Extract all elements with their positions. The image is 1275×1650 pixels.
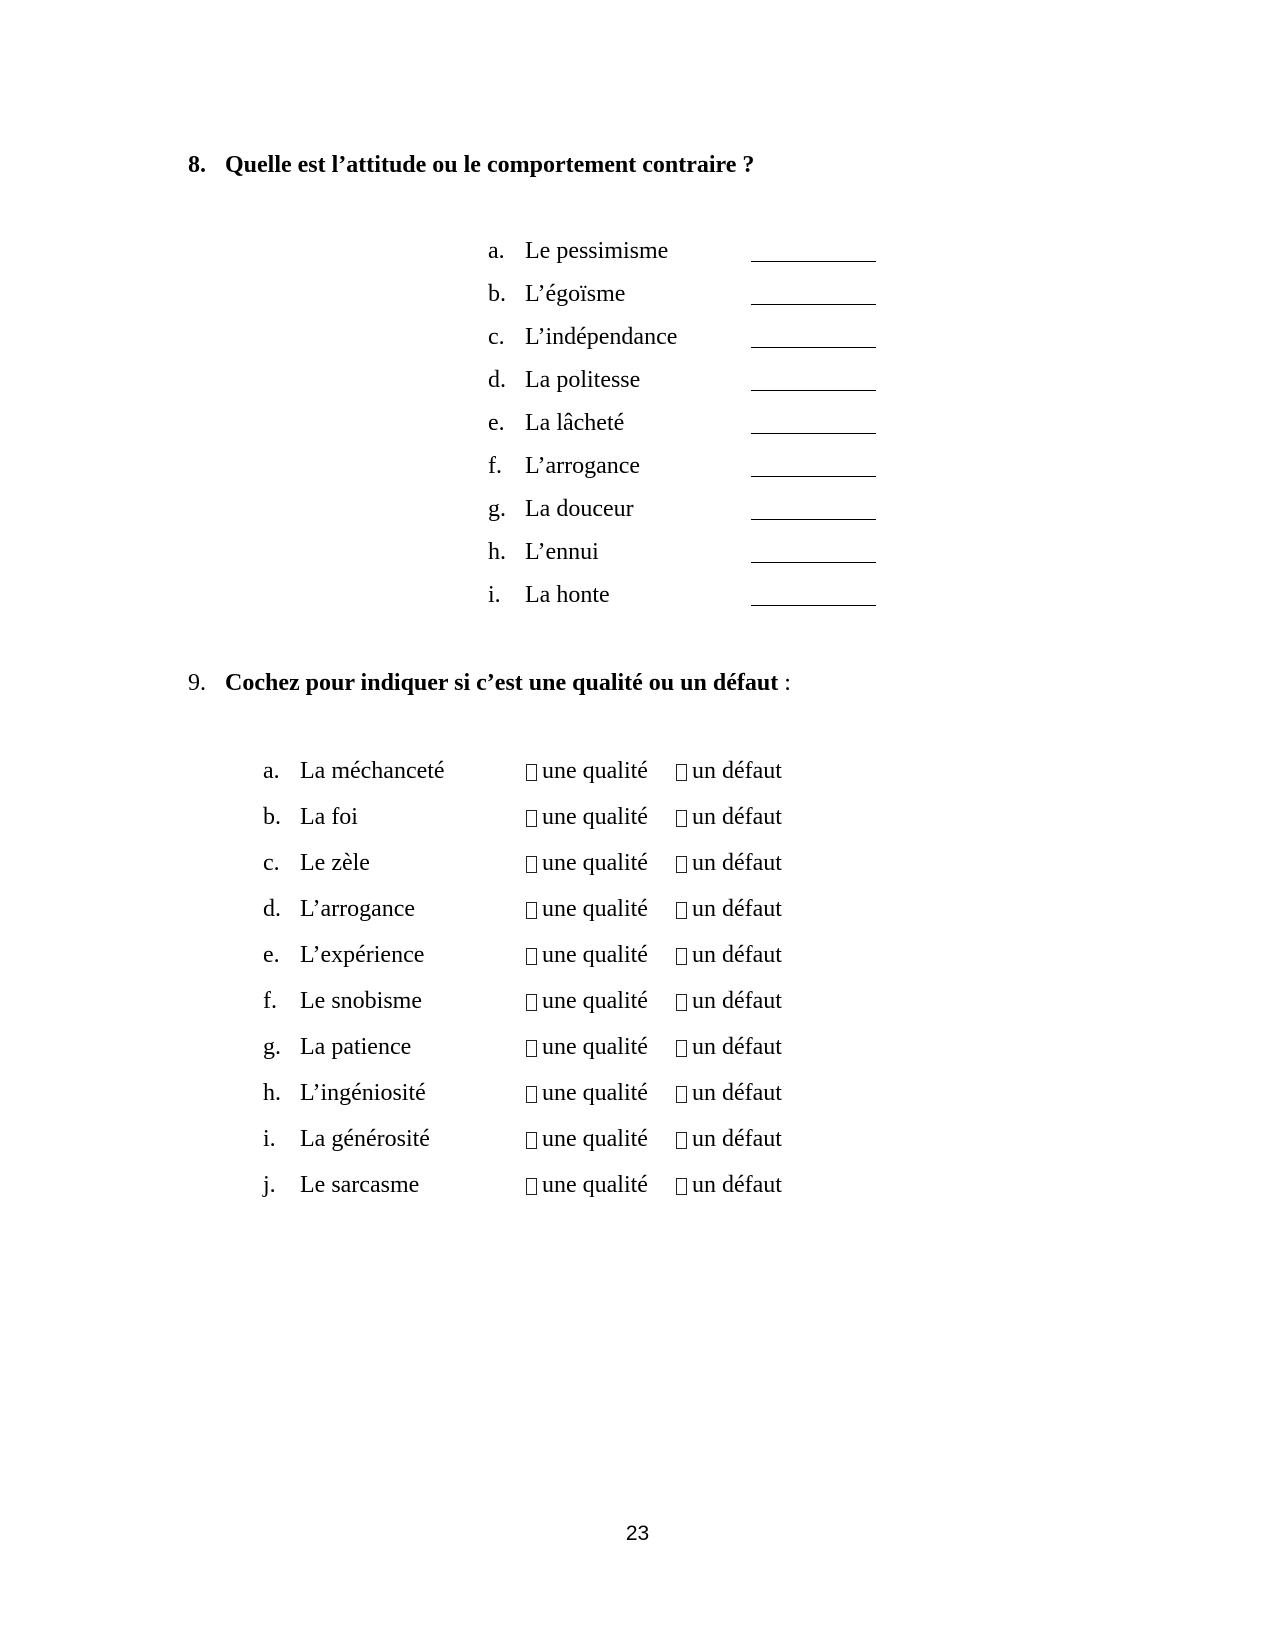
item-word: L’ennui xyxy=(525,539,599,565)
quality-option[interactable] xyxy=(526,986,648,1016)
item-letter: h. xyxy=(263,1080,281,1106)
flaw-checkbox[interactable] xyxy=(676,902,687,919)
item-letter: b. xyxy=(488,281,506,307)
flaw-label: un défaut xyxy=(692,758,782,784)
question-9-suffix: : xyxy=(778,670,791,696)
quality-option[interactable] xyxy=(526,894,648,924)
quality-checkbox[interactable] xyxy=(526,902,537,919)
item-letter: h. xyxy=(488,539,506,565)
flaw-option[interactable] xyxy=(676,940,782,970)
list-item xyxy=(263,986,823,1032)
quality-checkbox[interactable] xyxy=(526,856,537,873)
item-word: L’arrogance xyxy=(525,453,641,479)
list-item xyxy=(263,756,823,802)
item-word: L’arrogance xyxy=(300,896,416,922)
quality-checkbox[interactable] xyxy=(526,1178,537,1195)
quality-checkbox[interactable] xyxy=(526,1086,537,1103)
list-item xyxy=(263,1078,823,1124)
item-word: La lâcheté xyxy=(525,410,625,436)
item-letter: f. xyxy=(263,988,277,1014)
list-item xyxy=(263,802,823,848)
quality-label: une qualité xyxy=(542,988,648,1014)
quality-label: une qualité xyxy=(542,896,648,922)
item-letter: g. xyxy=(488,496,506,522)
flaw-label: un défaut xyxy=(692,988,782,1014)
flaw-option[interactable] xyxy=(676,894,782,924)
list-item xyxy=(488,408,888,451)
answer-blank[interactable] xyxy=(751,433,876,434)
quality-label: une qualité xyxy=(542,804,648,830)
answer-blank[interactable] xyxy=(751,304,876,305)
question-8-number: 8. xyxy=(188,152,206,178)
quality-option[interactable] xyxy=(526,756,648,786)
item-letter: c. xyxy=(488,324,505,350)
question-9-text: Cochez pour indiquer si c’est une qualité ou un défaut xyxy=(225,670,779,696)
item-letter: j. xyxy=(263,1172,276,1198)
flaw-checkbox[interactable] xyxy=(676,810,687,827)
quality-label: une qualité xyxy=(542,1172,648,1198)
quality-checkbox[interactable] xyxy=(526,994,537,1011)
item-letter: a. xyxy=(263,758,280,784)
quality-checkbox[interactable] xyxy=(526,810,537,827)
quality-label: une qualité xyxy=(542,1080,648,1106)
item-letter: e. xyxy=(488,410,505,436)
quality-option[interactable] xyxy=(526,1078,648,1108)
item-letter: e. xyxy=(263,942,280,968)
flaw-option[interactable] xyxy=(676,986,782,1016)
list-item xyxy=(263,1170,823,1216)
item-word: Le zèle xyxy=(300,850,370,876)
item-word: L’indépendance xyxy=(525,324,678,350)
answer-blank[interactable] xyxy=(751,347,876,348)
quality-checkbox[interactable] xyxy=(526,1040,537,1057)
item-letter: d. xyxy=(488,367,506,393)
quality-or-flaw-list xyxy=(263,756,823,1216)
item-word: L’expérience xyxy=(300,942,425,968)
item-word: L’égoïsme xyxy=(525,281,626,307)
flaw-checkbox[interactable] xyxy=(676,1040,687,1057)
flaw-checkbox[interactable] xyxy=(676,856,687,873)
quality-option[interactable] xyxy=(526,1032,648,1062)
list-item xyxy=(263,894,823,940)
item-word: La douceur xyxy=(525,496,634,522)
answer-blank[interactable] xyxy=(751,476,876,477)
quality-label: une qualité xyxy=(542,758,648,784)
quality-option[interactable] xyxy=(526,1124,648,1154)
opposite-attitudes-list xyxy=(488,236,888,623)
flaw-option[interactable] xyxy=(676,756,782,786)
quality-checkbox[interactable] xyxy=(526,1132,537,1149)
flaw-option[interactable] xyxy=(676,848,782,878)
list-item xyxy=(488,322,888,365)
flaw-checkbox[interactable] xyxy=(676,764,687,781)
flaw-label: un défaut xyxy=(692,1172,782,1198)
item-letter: i. xyxy=(263,1126,276,1152)
list-item xyxy=(488,537,888,580)
list-item xyxy=(263,1124,823,1170)
quality-checkbox[interactable] xyxy=(526,948,537,965)
list-item xyxy=(488,494,888,537)
flaw-checkbox[interactable] xyxy=(676,1132,687,1149)
item-word: Le pessimisme xyxy=(525,238,669,264)
flaw-label: un défaut xyxy=(692,1034,782,1060)
list-item xyxy=(263,1032,823,1078)
flaw-label: un défaut xyxy=(692,850,782,876)
item-word: La patience xyxy=(300,1034,412,1060)
flaw-checkbox[interactable] xyxy=(676,1086,687,1103)
item-word: La politesse xyxy=(525,367,641,393)
flaw-option[interactable] xyxy=(676,1170,782,1200)
item-word: La méchanceté xyxy=(300,758,445,784)
flaw-option[interactable] xyxy=(676,1032,782,1062)
page-number: 23 xyxy=(625,1522,650,1545)
flaw-checkbox[interactable] xyxy=(676,1178,687,1195)
quality-option[interactable] xyxy=(526,848,648,878)
answer-blank[interactable] xyxy=(751,261,876,262)
answer-blank[interactable] xyxy=(751,605,876,606)
item-letter: d. xyxy=(263,896,281,922)
quality-label: une qualité xyxy=(542,1126,648,1152)
list-item xyxy=(488,279,888,322)
quality-label: une qualité xyxy=(542,942,648,968)
quality-checkbox[interactable] xyxy=(526,764,537,781)
item-word: L’ingéniosité xyxy=(300,1080,426,1106)
item-letter: c. xyxy=(263,850,280,876)
flaw-checkbox[interactable] xyxy=(676,948,687,965)
item-word: Le snobisme xyxy=(300,988,422,1014)
quality-label: une qualité xyxy=(542,1034,648,1060)
answer-blank[interactable] xyxy=(751,519,876,520)
item-letter: i. xyxy=(488,582,501,608)
quality-label: une qualité xyxy=(542,850,648,876)
item-word: La honte xyxy=(525,582,610,608)
flaw-label: un défaut xyxy=(692,1080,782,1106)
flaw-option[interactable] xyxy=(676,1124,782,1154)
flaw-label: un défaut xyxy=(692,942,782,968)
item-letter: f. xyxy=(488,453,502,479)
quality-option[interactable] xyxy=(526,1170,648,1200)
list-item xyxy=(488,236,888,279)
item-word: La générosité xyxy=(300,1126,430,1152)
flaw-label: un défaut xyxy=(692,804,782,830)
flaw-label: un défaut xyxy=(692,896,782,922)
item-letter: g. xyxy=(263,1034,281,1060)
flaw-checkbox[interactable] xyxy=(676,994,687,1011)
list-item xyxy=(488,580,888,623)
item-letter: a. xyxy=(488,238,505,264)
flaw-option[interactable] xyxy=(676,802,782,832)
question-8-text: Quelle est l’attitude ou le comportement contraire ? xyxy=(225,152,755,178)
list-item xyxy=(488,365,888,408)
flaw-option[interactable] xyxy=(676,1078,782,1108)
list-item xyxy=(263,848,823,894)
question-8-heading xyxy=(188,151,754,179)
flaw-label: un défaut xyxy=(692,1126,782,1152)
list-item xyxy=(263,940,823,986)
question-9-number: 9. xyxy=(188,670,206,696)
list-item xyxy=(488,451,888,494)
item-word: Le sarcasme xyxy=(300,1172,420,1198)
question-9-heading xyxy=(188,669,791,697)
answer-blank[interactable] xyxy=(751,562,876,563)
item-word: La foi xyxy=(300,804,358,830)
item-letter: b. xyxy=(263,804,281,830)
quality-option[interactable] xyxy=(526,802,648,832)
answer-blank[interactable] xyxy=(751,390,876,391)
quality-option[interactable] xyxy=(526,940,648,970)
